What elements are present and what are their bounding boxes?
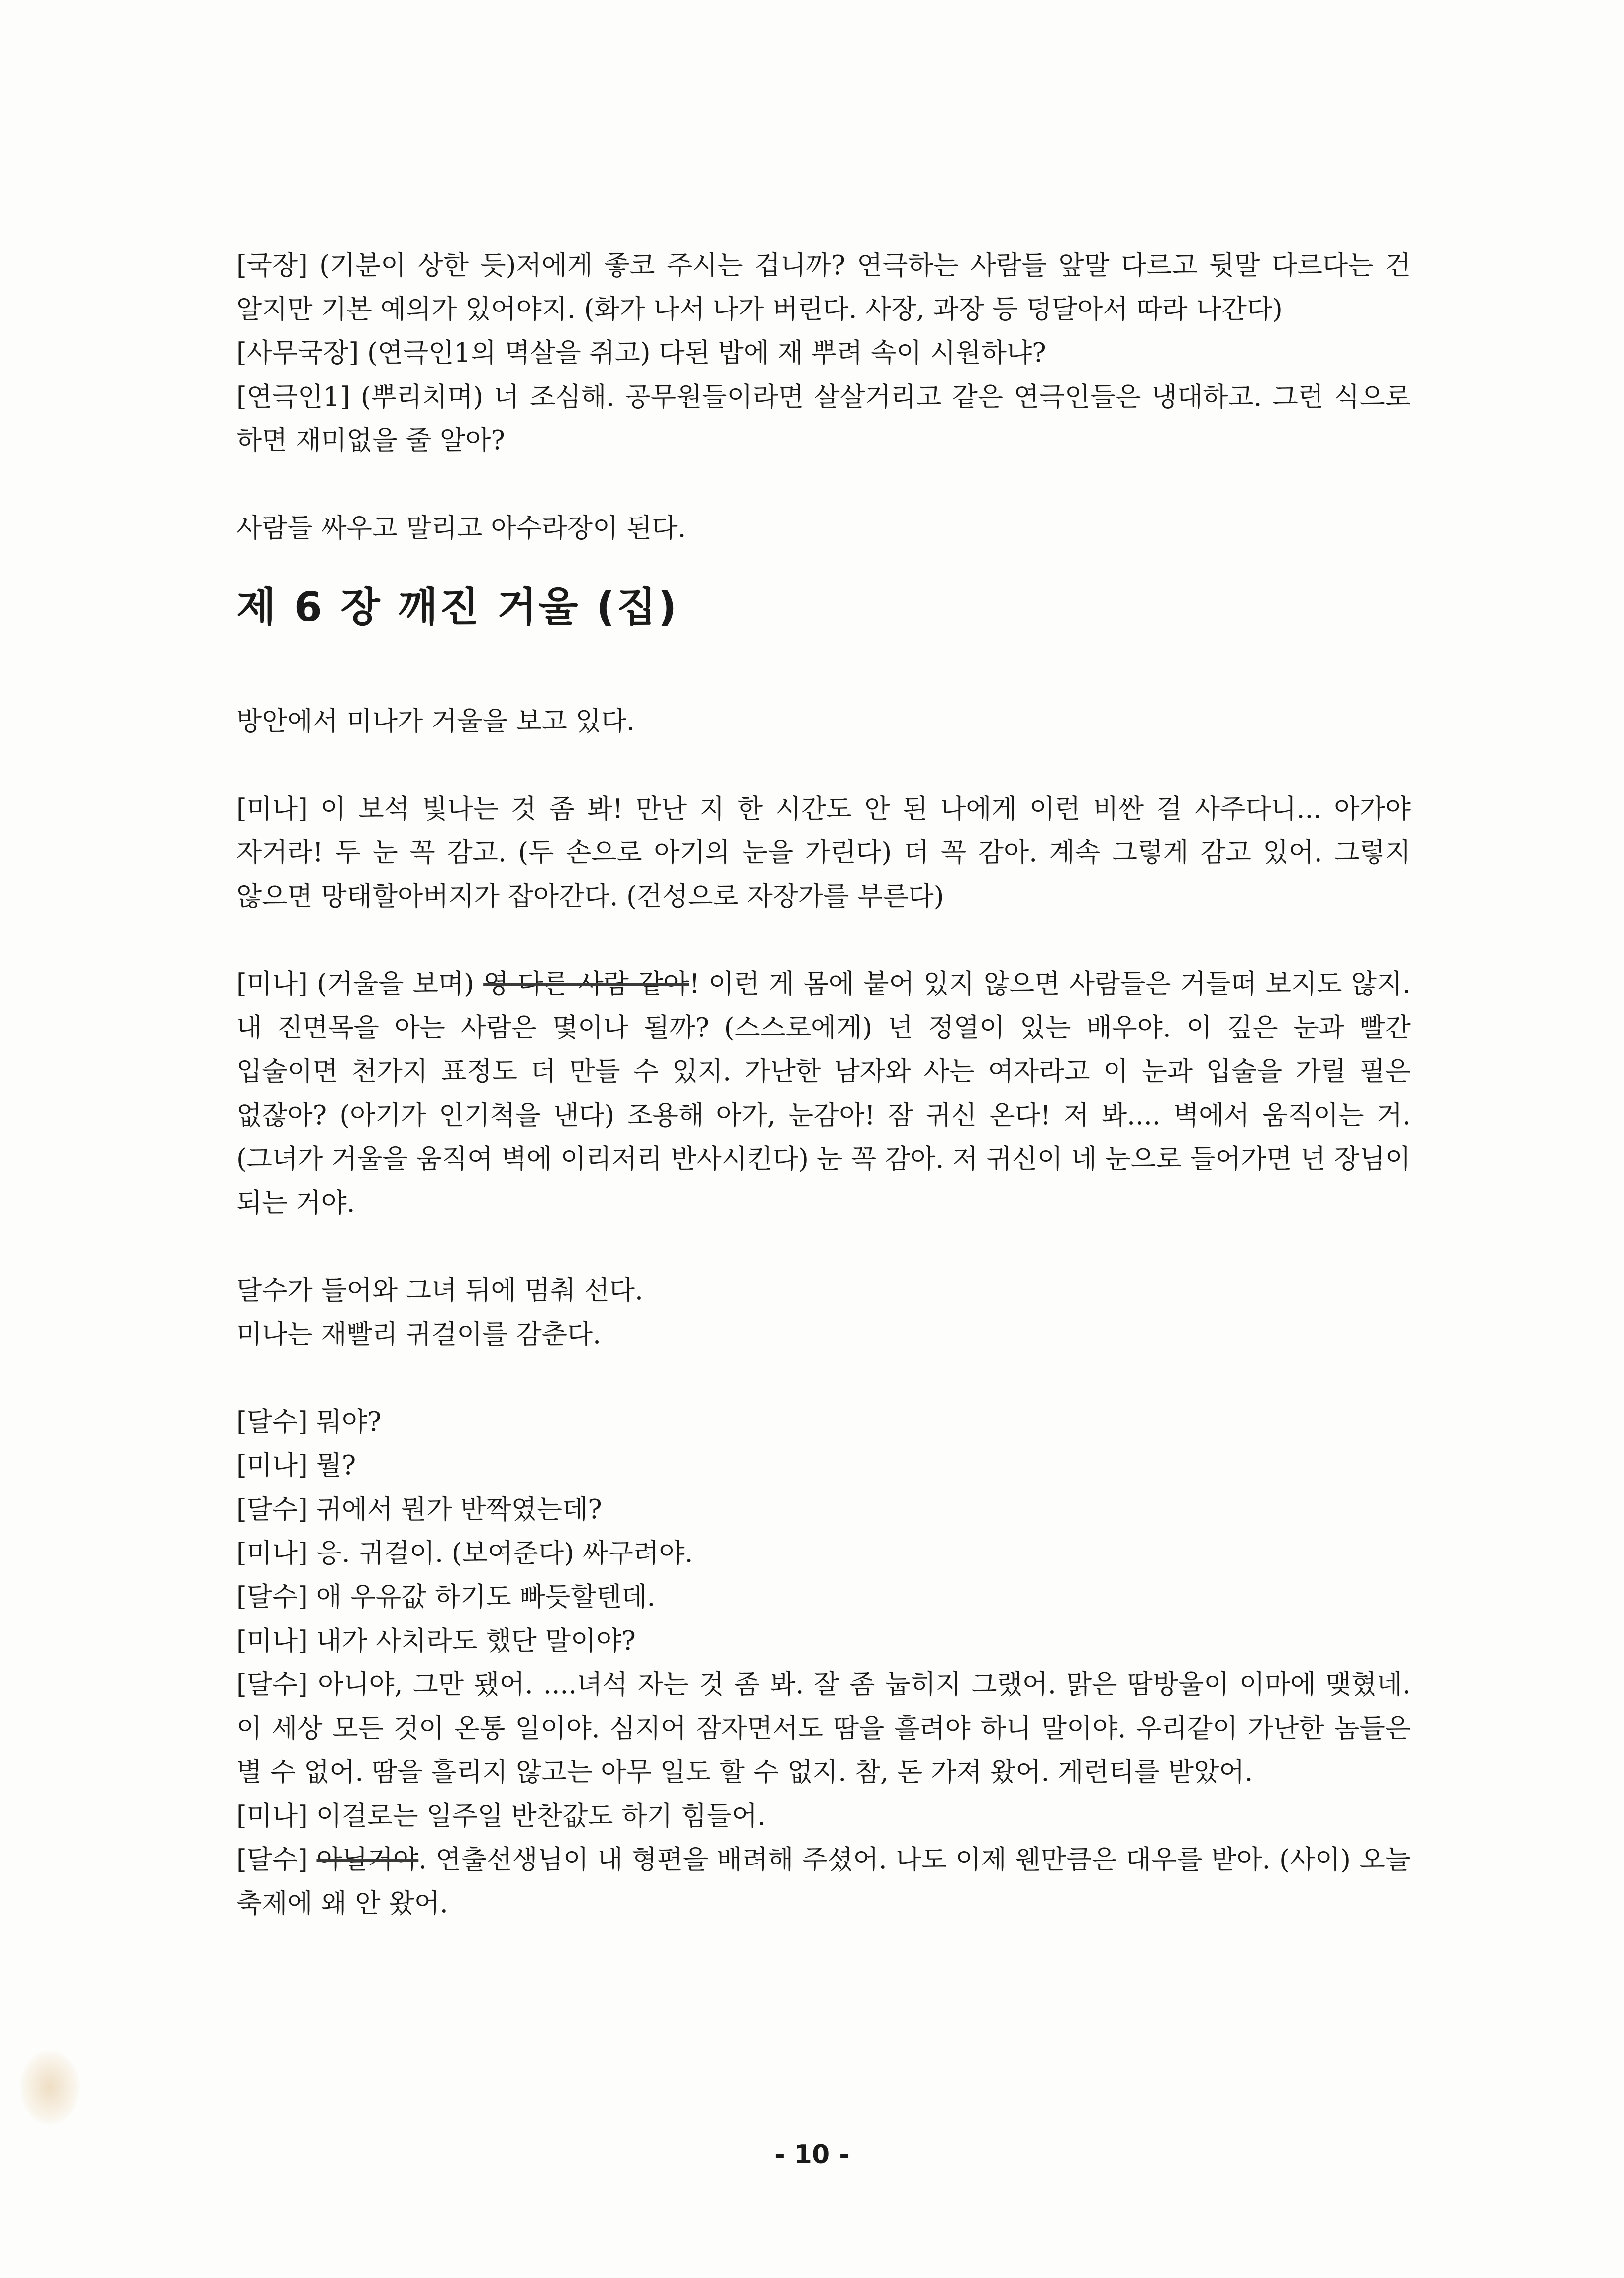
scene-intro: 방안에서 미나가 거울을 보고 있다. [236, 706, 635, 736]
dialogue-text: . 연출선생님이 내 형편을 배려해 주셨어. 나도 이제 웬만큼은 대우를 받아. (사이) 오늘 축제에 왜 안 왔어. [236, 1845, 1411, 1919]
paper-stain [20, 2050, 80, 2125]
dialogue-line: [달수] 뭐야? [236, 1407, 382, 1437]
dialogue-mina-2 [236, 962, 1411, 1225]
dialogue-mina-1: [미나] 이 보석 빛나는 것 좀 봐! 만난 지 한 시간도 안 된 나에게 이런 비싼 걸 사주다니... 아가야 자거라! 두 눈 꼭 감고. (두 손으로 아기의 눈을 가린다) 더 꼭 감아. 계속 그렇게 감고 있어. 그렇지 않으면 망태할아버지가 잡아간다. (건성으로 자장가를 부른다) [236, 794, 1411, 912]
dialogue-line: [달수] 아니야, 그만 됐어. ....녀석 자는 것 좀 봐. 잘 좀 눕히지 그랬어. 맑은 땀방울이 이마에 맺혔네. 이 세상 모든 것이 온통 일이야. 심지어 잠자면서도 땀을 흘려야 하니 말이야. 우리같이 가난한 놈들은 별 수 없어. 땀을 흘리지 않고는 아무 일도 할 수 없지. 참, 돈 가져 왔어. 게런티를 받았어. [236, 1669, 1411, 1787]
script-body [236, 244, 1411, 1926]
dialogue-line: [미나] 내가 사치라도 했단 말이야? [236, 1626, 636, 1656]
dialogue-director: [국장] (기분이 상한 듯)저에게 좋코 주시는 겁니까? 연극하는 사람들 앞말 다르고 뒷말 다르다는 건 알지만 기본 예의가 있어야지. (화가 나서 나가 버린다. 사장, 과장 등 덩달아서 따라 나간다) [236, 250, 1411, 324]
speaker-prefix: [달수] [236, 1845, 317, 1875]
dialogue-line: [미나] 뭘? [236, 1450, 356, 1481]
dialogue-dalsu-last [236, 1838, 1411, 1926]
dialogue-office-director: [사무국장] (연극인1의 멱살을 쥐고) 다된 밥에 재 뿌려 속이 시원하냐? [236, 338, 1046, 368]
dialogue-line: [미나] 이걸로는 일주일 반찬값도 하기 힘들어. [236, 1801, 766, 1831]
stage-direction: 사람들 싸우고 말리고 아수라장이 된다. [236, 513, 686, 543]
dialogue-line: [달수] 귀에서 뭔가 반짝였는데? [236, 1494, 602, 1525]
dialogue-actor1: [연극인1] (뿌리치며) 너 조심해. 공무원들이라면 살살거리고 같은 연극인들은 냉대하고. 그런 식으로 하면 재미없을 줄 알아? [236, 382, 1411, 456]
stage-direction-enter: 달수가 들어와 그녀 뒤에 멈춰 선다. [236, 1275, 643, 1306]
struck-text: 아닐거야 [316, 1845, 419, 1875]
dialogue-line: [달수] 애 우유값 하기도 빠듯할텐데. [236, 1582, 656, 1612]
dialogue-text: ! 이런 게 몸에 붙어 있지 않으면 사람들은 거들떠 보지도 않지. 내 진면목을 아는 사람은 몇이나 될까? (스스로에게) 넌 정열이 있는 배우야. 이 깊은 눈과 빨간 입술이면 천가지 표정도 더 만들 수 있지. 가난한 남자와 사는 여자라고 이 눈과 입술을 가릴 필은 없잖아? (아기가 인기척을 낸다) 조용해 아가, 눈감아! 잠 귀신 온다! 저 봐.... 벽에서 움직이는 거. (그녀가 거울을 움직여 벽에 이리저리 반사시킨다) 눈 꼭 감아. 저 귀신이 네 눈으로 들어가면 넌 장님이 되는 거야. [236, 969, 1411, 1218]
stage-direction-hide: 미나는 재빨리 귀걸이를 감춘다. [236, 1319, 601, 1349]
scene-heading: 제 6 장 깨진 거울 (집) [236, 584, 679, 631]
speaker-prefix: [미나] (거울을 보며) [236, 969, 484, 999]
struck-text: 영 다른 사람 같아 [483, 969, 689, 999]
dialogue-line: [미나] 응. 귀걸이. (보여준다) 싸구려야. [236, 1538, 693, 1568]
page-number: - 10 - [774, 2140, 850, 2170]
